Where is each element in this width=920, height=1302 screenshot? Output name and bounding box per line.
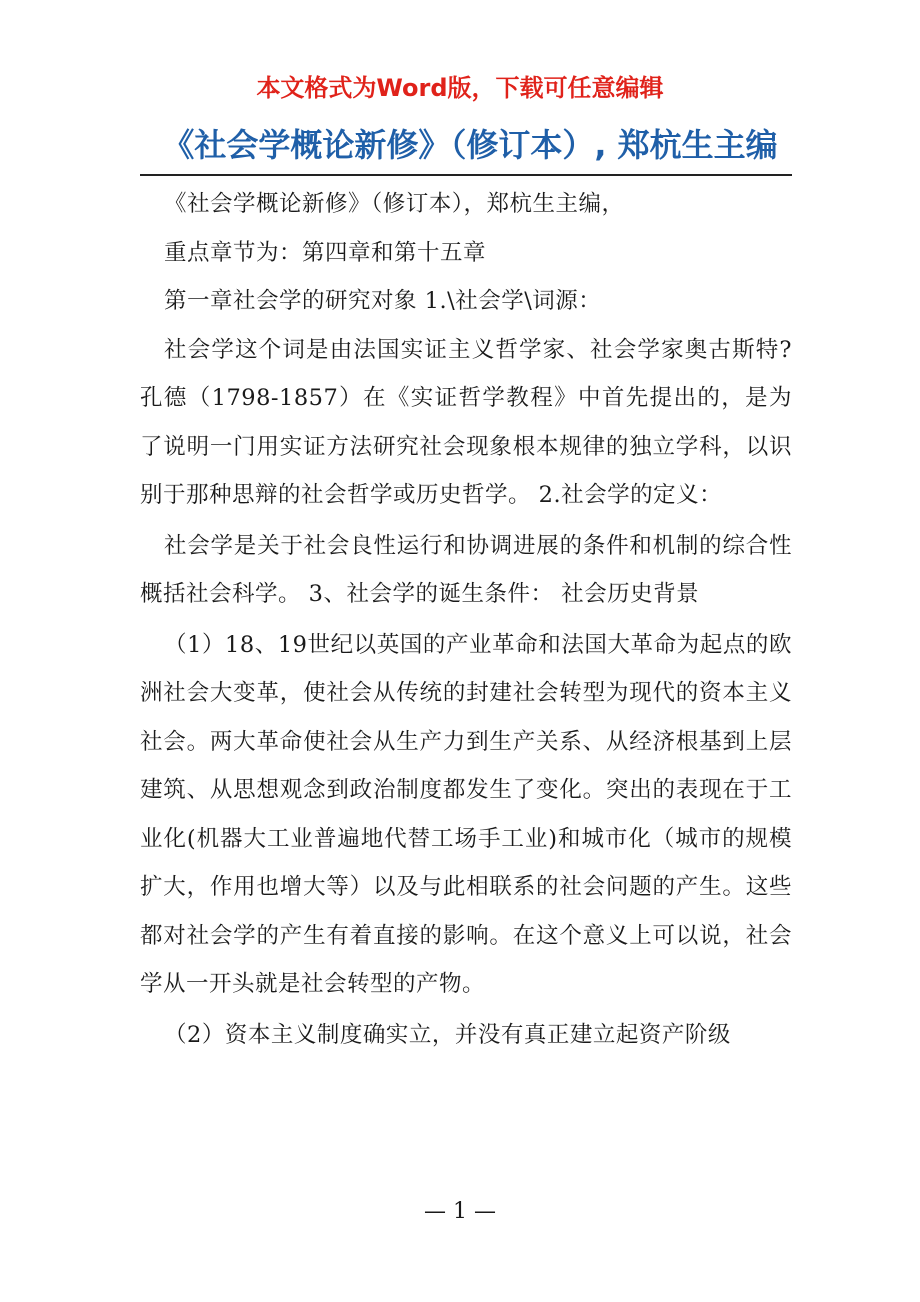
paragraph-chapter-one: 第一章社会学的研究对象 1.\社会学\词源： bbox=[164, 288, 602, 314]
paragraph-definition: 社会学是关于社会良性运行和协调进展的条件和机制的综合性概括社会科学。 3、社会学的诞生条件： 社会历史背景 bbox=[140, 532, 792, 607]
paragraph-background-1: （1）18、19世纪以英国的产业革命和法国大革命为起点的欧洲社会大变革，使社会从传统的封建社会转型为现代的资本主义社会。两大革命使社会从生产力到生产关系、从经济根基到上层建筑、从思想观念到政治制度都发生了变化。突出的表现在于工业化(机器大工业普遍地代替工场手工业)和城市化（城市的规模扩大，作用也增大等）以及与此相联系的社会问题的产生。这些都对社会学的产生有着直接的影响。在这个意义上可以说，社会学从一开头就是社会转型的产物。 bbox=[140, 631, 792, 997]
download-banner: 本文格式为Word版，下载可任意编辑 bbox=[256, 74, 664, 102]
paragraph-key-chapters: 重点章节为：第四章和第十五章 bbox=[164, 239, 487, 266]
paragraph-book-info: 《社会学概论新修》（修订本），郑杭生主编， bbox=[164, 191, 625, 217]
title-divider bbox=[140, 174, 792, 176]
page-number: — 1 — bbox=[424, 1199, 496, 1224]
document-body bbox=[140, 180, 792, 1059]
paragraph-etymology: 社会学这个词是由法国实证主义哲学家、社会学家奥古斯特?孔德（1798-1857）在《实证哲学教程》中首先提出的，是为了说明一门用实证方法研究社会现象根本规律的独立学科，以识别于那种思辩的社会哲学或历史哲学。 2.社会学的定义： bbox=[140, 336, 792, 508]
paragraph-background-2: （2）资本主义制度确实立，并没有真正建立起资产阶级 bbox=[164, 1021, 731, 1048]
document-title: 《社会学概论新修》（修订本）, 郑杭生主编 bbox=[162, 126, 778, 164]
